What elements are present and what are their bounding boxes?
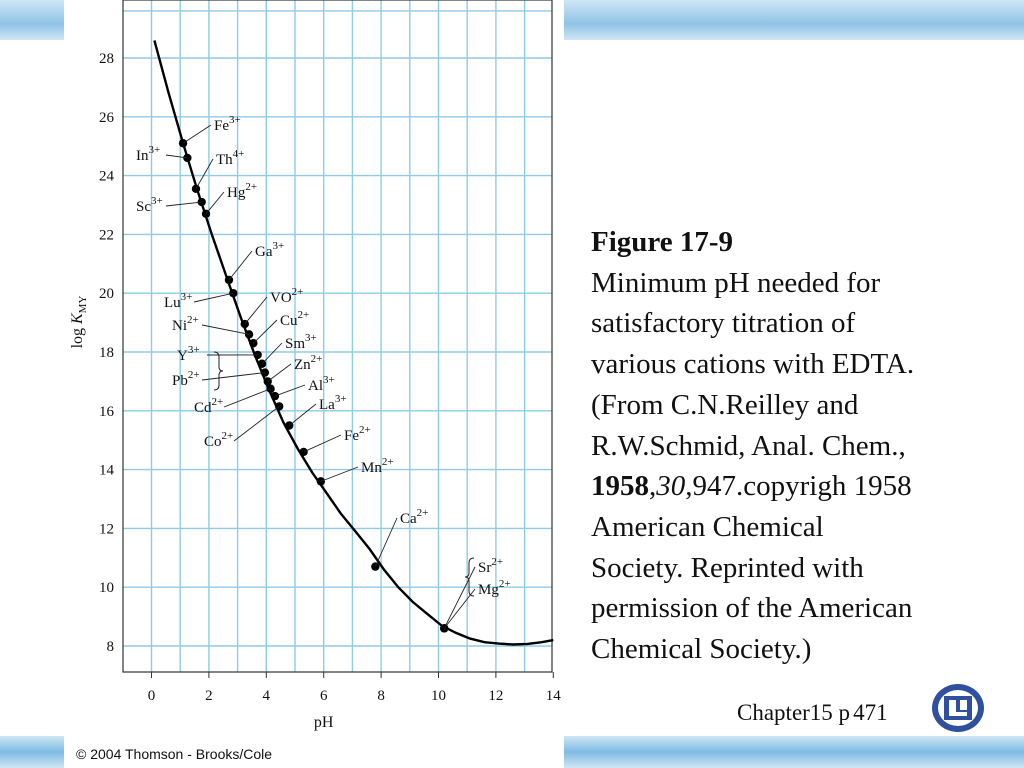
- caption-line: satisfactory titration of: [591, 307, 856, 340]
- data-point-label: $Sr^{2+}$: [478, 556, 504, 576]
- x-tick-label: 0: [147, 688, 156, 704]
- data-point-label: $Sm^{3+}$: [285, 332, 317, 352]
- label-leader-line: [253, 320, 277, 343]
- label-leader-line: [262, 343, 282, 364]
- caption-line: R.W.Schmid, Anal. Chem.,: [591, 429, 906, 462]
- label-leader-line: [245, 297, 267, 324]
- x-tick-label: 8: [377, 688, 385, 704]
- x-tick-label: 2: [205, 688, 213, 704]
- caption-volume: 30: [656, 470, 686, 503]
- x-tick-label: 10: [431, 688, 446, 704]
- data-point-label: $Lu^{3+}$: [164, 291, 193, 311]
- x-tick-label: 4: [262, 688, 271, 704]
- label-leader-line: [289, 404, 316, 426]
- caption-line: Chemical Society.): [591, 633, 812, 666]
- caption-year: 1958: [591, 470, 649, 503]
- label-leader-line: [196, 159, 213, 189]
- y-tick-label: 16: [99, 403, 114, 420]
- publisher-logo-icon: [930, 682, 986, 734]
- label-leader-line: [166, 202, 202, 206]
- y-tick-label: 22: [99, 227, 114, 244]
- data-point-label: $Th^{4+}$: [216, 148, 245, 168]
- label-leader-line: [304, 435, 341, 452]
- y-tick-label: 24: [99, 168, 114, 185]
- edta-titration-chart: [64, 0, 564, 740]
- chapter-label: Chapter15 p: [737, 700, 851, 725]
- x-tick-label: 6: [319, 688, 328, 704]
- caption-title: Figure 17-9: [591, 226, 734, 258]
- caption-line: Society. Reprinted with: [591, 551, 864, 584]
- label-leader-line: [224, 389, 271, 407]
- label-leader-line: [234, 406, 279, 441]
- data-point-label: $In^{3+}$: [136, 144, 161, 164]
- data-point-label: $Fe^{3+}$: [214, 114, 241, 134]
- label-leader-line: [229, 251, 252, 280]
- data-point-label: $Cd^{2+}$: [194, 396, 224, 416]
- page-number: 471: [853, 700, 888, 725]
- data-point-label: $Pb^{2+}$: [172, 369, 200, 389]
- copyright-notice: © 2004 Thomson - Brooks/Cole: [76, 746, 273, 762]
- label-leader-line: [202, 373, 265, 380]
- caption-line: American Chemical: [591, 510, 824, 543]
- data-point-label: $Ni^{2+}$: [172, 314, 199, 334]
- x-tick-label: 14: [545, 688, 561, 704]
- data-point-label: $Mn^{2+}$: [361, 456, 394, 476]
- label-leader-line: [375, 518, 397, 567]
- label-leader-line: [275, 385, 305, 396]
- data-point-label: $Fe^{2+}$: [344, 424, 371, 444]
- data-point-label: $VO^{2+}$: [270, 286, 304, 306]
- y-tick-label: 26: [99, 109, 114, 126]
- data-point-label: $Ga^{3+}$: [255, 240, 285, 260]
- data-point-label: $La^{3+}$: [319, 393, 347, 413]
- chapter-page-label: [737, 700, 888, 726]
- caption-line: Minimum pH needed for: [591, 266, 881, 299]
- data-point: [299, 448, 307, 456]
- data-point-label: $Al^{3+}$: [308, 374, 335, 394]
- y-tick-label: 28: [99, 51, 114, 67]
- x-tick-label: 12: [488, 688, 504, 704]
- y-tick-label: 20: [99, 286, 114, 303]
- data-point-label: $Hg^{2+}$: [227, 181, 258, 201]
- y-tick-label: 10: [99, 580, 114, 597]
- label-leader-line: [268, 364, 291, 381]
- x-axis-label: pH: [313, 714, 334, 731]
- data-point-label: $Y^{3+}$: [177, 344, 200, 364]
- group-brace: [214, 352, 223, 390]
- caption-line: permission of the American: [591, 592, 913, 625]
- y-tick-label: 18: [99, 345, 114, 361]
- figure-caption: Figure 17-9 Minimum pH needed for satisfactory titration of various cations with EDTA. (From C.N.Reilley and R.W.Schmid, Anal. Chem., 1958,30,947.copyrigh 1958 American Chemical Society. Reprinted with permission of the American Chemical Society.): [591, 222, 991, 670]
- label-leader-line: [444, 567, 475, 628]
- y-tick-label: 12: [99, 521, 114, 538]
- y-tick-label: 14: [99, 462, 114, 479]
- data-point-label: $Co^{2+}$: [204, 430, 234, 450]
- caption-line: ,947.copyrigh 1958: [685, 470, 912, 503]
- label-leader-line: [183, 125, 211, 143]
- caption-line: various cations with EDTA.: [591, 348, 915, 381]
- y-axis-label: $\log K_{MY}$: [69, 295, 89, 349]
- label-leader-line: [194, 293, 233, 302]
- y-tick-label: 8: [106, 639, 114, 655]
- data-point-label: $Cu^{2+}$: [280, 309, 310, 329]
- data-point-label: $Zn^{2+}$: [294, 353, 323, 373]
- data-point-label: $Ca^{2+}$: [400, 507, 429, 527]
- data-point-label: $Sc^{3+}$: [136, 195, 163, 215]
- data-point-label: $Mg^{2+}$: [478, 578, 511, 598]
- caption-line: (From C.N.Reilley and: [591, 388, 859, 421]
